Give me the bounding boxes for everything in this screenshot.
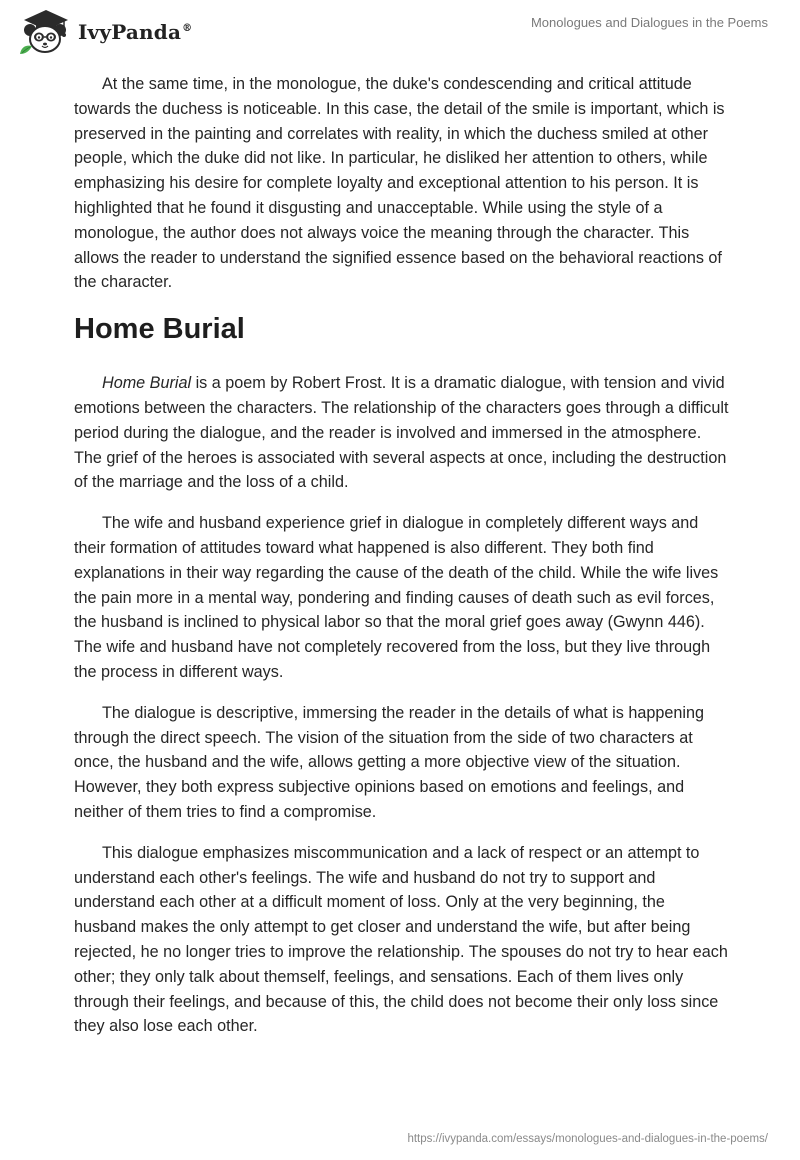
registered-mark: ® xyxy=(182,23,193,35)
paragraph-home-burial-intro xyxy=(74,371,730,495)
paragraph-descriptive: The dialogue is descriptive, immersing the reader in the details of what is happening through the direct speech. The vision of the situation from the side of two characters at once, the husband and the wife, allows getting a more objective view of the situation. However, they both express subjective opinions based on emotions and feelings, and neither of them tries to find a compromise. xyxy=(74,703,704,821)
paragraph-home-burial-intro-text: is a poem by Robert Frost. It is a dramatic dialogue, with tension and vivid emotions between the characters. The relationship of the characters goes through a difficult period during the dialogue, and the reader is involved and immersed in the atmosphere. The grief of the heroes is associated with several aspects at once, including the destruction of the marriage and the loss of a child. xyxy=(74,374,729,492)
source-url[interactable]: https://ivypanda.com/essays/monologues-and-dialogues-in-the-poems/ xyxy=(407,1133,768,1145)
logo-wordmark: IvyPanda® xyxy=(78,20,193,44)
paragraph-monologue: At the same time, in the monologue, the duke's condescending and critical attitude towards the duchess is noticeable. In this case, the detail of the smile is important, which is preserved in the painting and correlates with reality, in which the duchess smiled at other people, which the duke did not like. In particular, he disliked her attention to others, while emphasizing his desire for complete loyalty and exceptional attention to his person. It is highlighted that he found it disgusting and unacceptable. While using the style of a monologue, the author does not always voice the meaning through the character. This allows the reader to understand the signified essence based on the behavioral reactions of the character. xyxy=(74,75,725,292)
document-title: Monologues and Dialogues in the Poems xyxy=(530,15,768,30)
paragraph-grief: The wife and husband experience grief in dialogue in completely different ways and their formation of attitudes toward what happened is also different. They both find explanations in their way regarding the cause of the death of the child. While the wife lives the pain more in a mental way, pondering and finding causes of death such as evil forces, the husband is inclined to physical labor so that the moral grief goes away (Gwynn 446). The wife and husband have not completely recovered from the loss, but they live through the process in different ways. xyxy=(74,514,719,681)
panda-graduate-icon xyxy=(16,8,72,56)
poem-title: Home Burial xyxy=(102,374,192,393)
section-heading-home-burial: Home Burial xyxy=(74,313,245,346)
ivypanda-logo[interactable] xyxy=(16,8,192,56)
paragraph-miscommunication: This dialogue emphasizes miscommunication and a lack of respect or an attempt to understand each other's feelings. The wife and husband do not try to support and understand each other at a difficult moment of loss. Only at the very beginning, the husband makes the only attempt to get closer and understand the wife, but after being rejected, he no longer tries to improve the relationship. The spouses do not try to hear each other; they only talk about themself, feelings, and sensations. Each of them lives only through their feelings, and because of this, the child does not become their only loss since they also lose each other. xyxy=(74,843,728,1036)
page-header xyxy=(0,0,800,70)
essay-body xyxy=(74,72,730,1055)
